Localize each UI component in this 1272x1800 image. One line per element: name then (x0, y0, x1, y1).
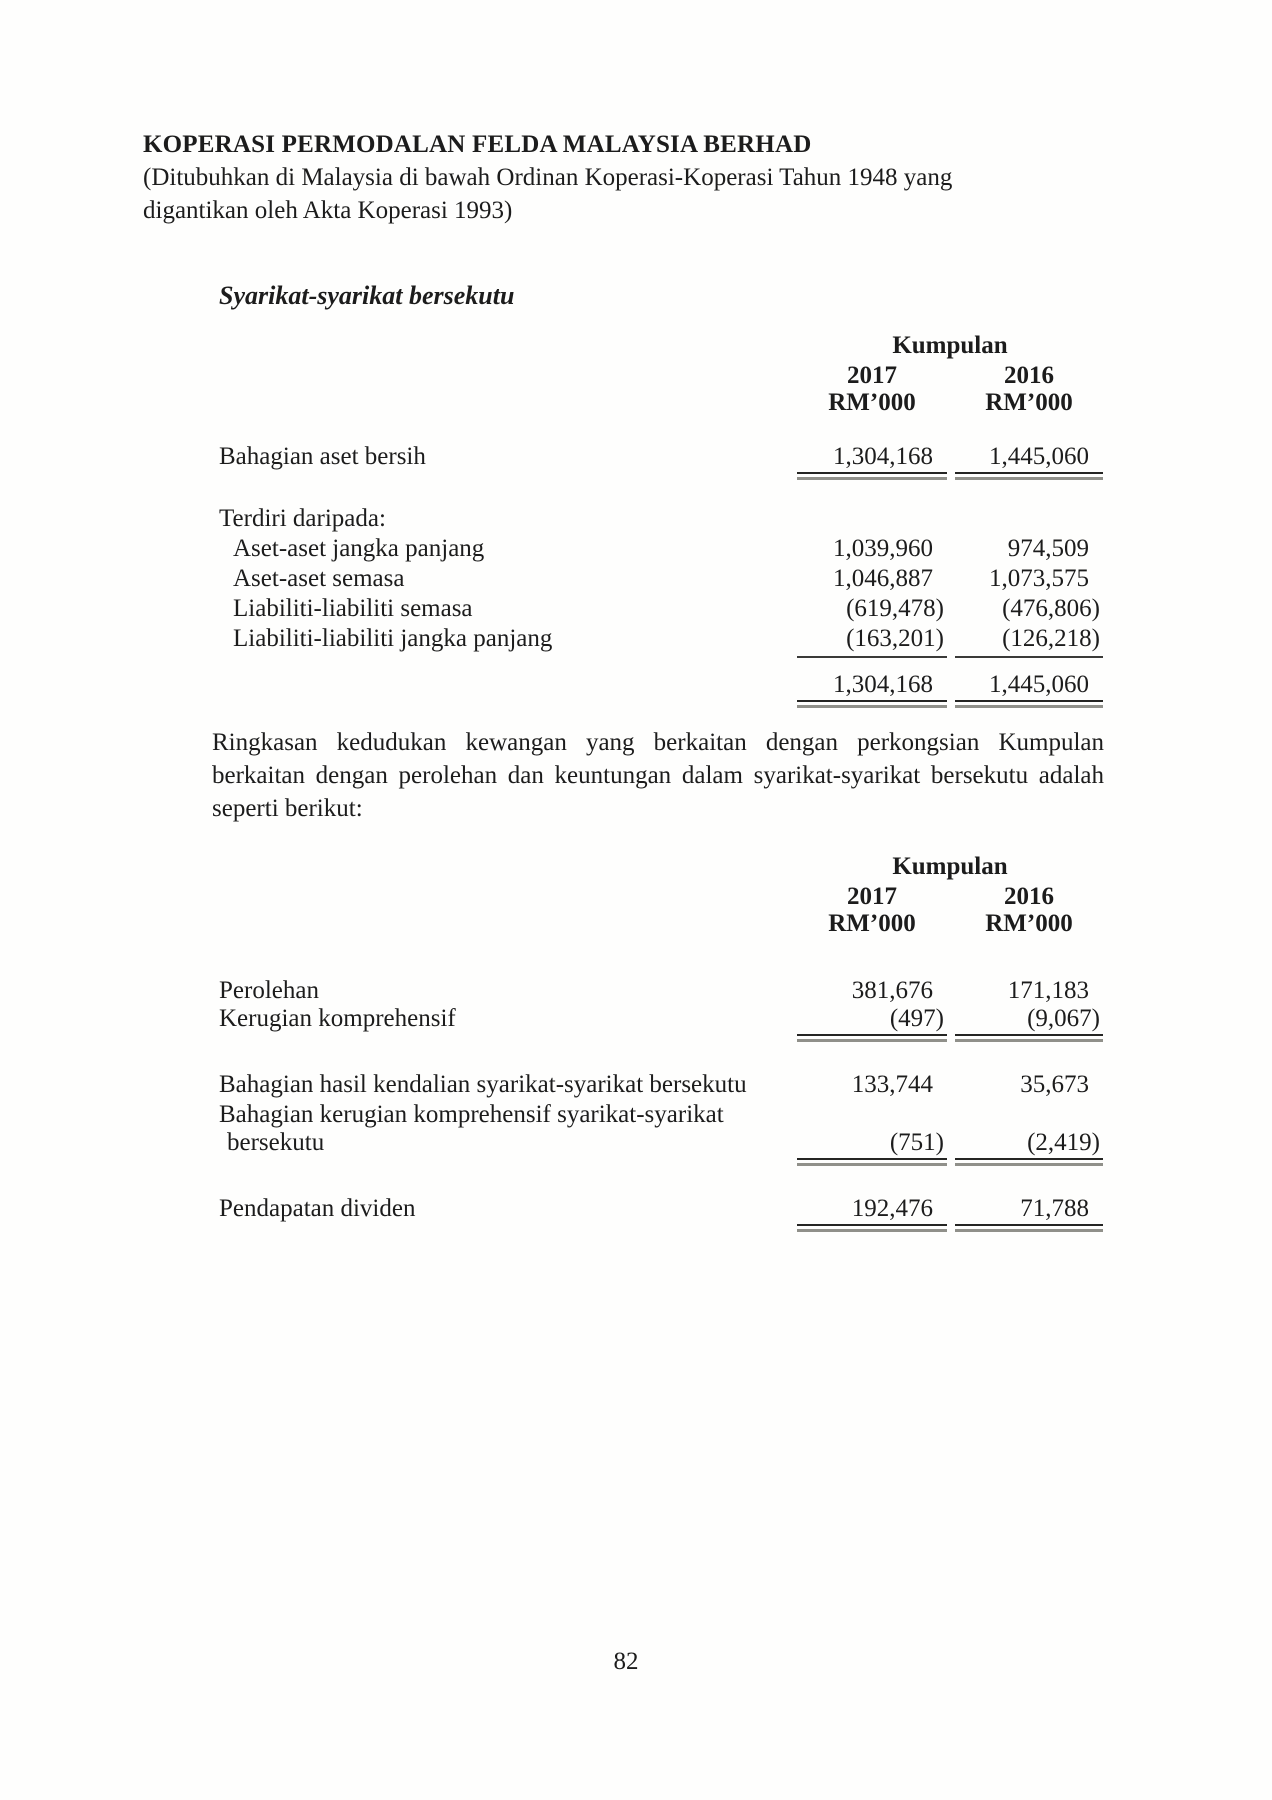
page-number: 82 (613, 1648, 639, 1675)
unit-header-2016: RM’000 (985, 910, 1073, 937)
row-label: Kerugian komprehensif (219, 1005, 456, 1032)
year-column-2017: 2017 (847, 883, 897, 910)
row-value-2016: 1,073,575 (989, 565, 1089, 592)
row-value-2017: (619,478) (846, 595, 944, 622)
table-row (219, 1067, 1103, 1099)
row-value-2016: (476,806) (1002, 595, 1100, 622)
group-header: Kumpulan (892, 332, 1008, 359)
row-value-2016: 1,445,060 (989, 443, 1089, 470)
row-value-2017: 192,476 (851, 1195, 933, 1222)
row-value-2017: 133,744 (851, 1071, 933, 1098)
row-value-2016: 974,509 (1007, 535, 1089, 562)
table-row (219, 1099, 1103, 1129)
row-value-2016: 171,183 (1007, 977, 1089, 1004)
unit-header-2017: RM’000 (828, 910, 916, 937)
letterhead (143, 128, 952, 227)
row-label: Liabiliti-liabiliti jangka panjang (233, 625, 553, 652)
section-title: Syarikat-syarikat bersekutu (219, 281, 515, 310)
row-label: Pendapatan dividen (219, 1195, 416, 1222)
table-row (219, 975, 1103, 1005)
year-column-2017: 2017 (847, 362, 897, 389)
row-value-2017: 1,039,960 (833, 535, 933, 562)
registration-line-1: (Ditubuhkan di Malaysia di bawah Ordinan Koperasi-Koperasi Tahun 1948 yang (143, 164, 953, 191)
total-value-2016: 1,445,060 (989, 671, 1089, 698)
net-assets-table (219, 330, 1103, 708)
row-value-2016: 35,673 (1020, 1071, 1089, 1098)
paragraph-line: Ringkasan kedudukan kewangan yang berkaitan dengan perkongsian Kumpulan (212, 729, 1104, 756)
row-value-2016: 71,788 (1020, 1195, 1089, 1222)
summary-paragraph (212, 726, 1104, 825)
table-row (219, 443, 1103, 471)
row-value-2016: (9,067) (1027, 1005, 1100, 1032)
table-row (219, 1129, 1103, 1157)
row-label: Terdiri daripada: (219, 505, 386, 532)
row-value-2017: (751) (889, 1129, 944, 1156)
row-label: Aset-aset semasa (233, 565, 405, 592)
table-row (219, 533, 1103, 563)
results-table (219, 851, 1103, 1232)
row-label: Bahagian aset bersih (219, 443, 426, 470)
paragraph-line: berkaitan dengan perolehan dan keuntungan dalam syarikat-syarikat bersekutu adalah (212, 762, 1104, 789)
table-row (219, 593, 1103, 623)
company-name: KOPERASI PERMODALAN FELDA MALAYSIA BERHAD (143, 131, 812, 158)
row-value-2017: (497) (889, 1005, 944, 1032)
paragraph-line: seperti berikut: (212, 795, 363, 822)
row-label: bersekutu (227, 1129, 325, 1156)
group-header: Kumpulan (892, 853, 1008, 880)
row-value-2017: 1,046,887 (833, 565, 933, 592)
unit-header-2016: RM’000 (985, 389, 1073, 416)
row-label: Aset-aset jangka panjang (233, 535, 485, 562)
table-row (219, 623, 1103, 653)
row-value-2016: (2,419) (1027, 1129, 1100, 1156)
table-row (219, 1195, 1103, 1223)
row-value-2017: (163,201) (846, 625, 944, 652)
row-value-2016: (126,218) (1002, 625, 1100, 652)
total-rule (219, 471, 1103, 480)
row-label: Liabiliti-liabiliti semasa (233, 595, 473, 622)
total-value-2017: 1,304,168 (833, 671, 933, 698)
year-column-2016: 2016 (1004, 883, 1054, 910)
unit-header-2017: RM’000 (828, 389, 916, 416)
row-value-2017: 381,676 (851, 977, 933, 1004)
row-value-2017: 1,304,168 (833, 443, 933, 470)
row-label: Bahagian hasil kendalian syarikat-syarikat bersekutu (219, 1071, 747, 1098)
total-rule (219, 1223, 1103, 1232)
table-row (219, 563, 1103, 593)
total-rule (219, 699, 1103, 708)
row-label: Perolehan (219, 977, 319, 1004)
total-rule (219, 1157, 1103, 1166)
total-rule (219, 1033, 1103, 1042)
registration-line-2: digantikan oleh Akta Koperasi 1993) (143, 197, 513, 224)
table-row (219, 1005, 1103, 1033)
row-label: Bahagian kerugian komprehensif syarikat-syarikat (219, 1101, 724, 1128)
table-row-total (219, 671, 1103, 699)
subtotal-rule (219, 653, 1103, 658)
table-row (219, 503, 1103, 533)
year-column-2016: 2016 (1004, 362, 1054, 389)
